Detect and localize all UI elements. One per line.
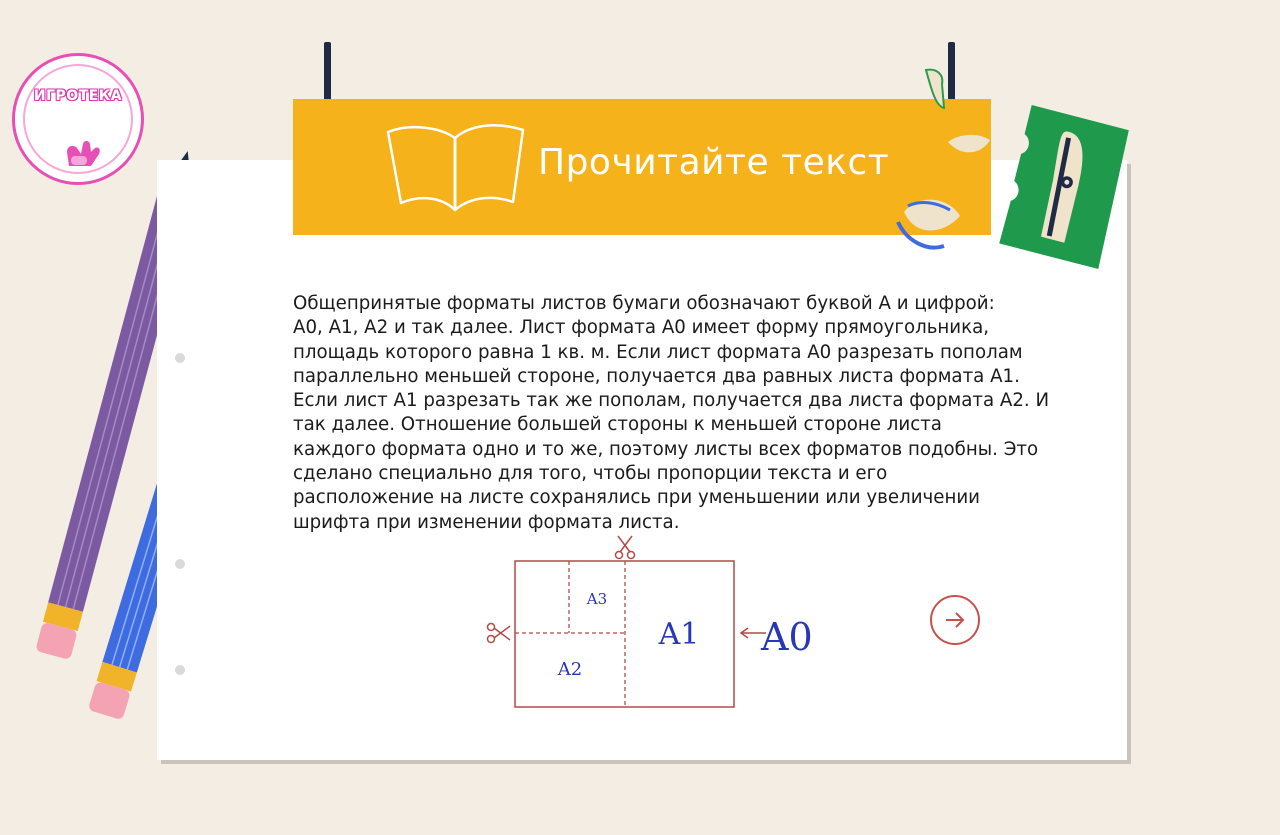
text-line: расположение на листе сохранялись при уменьшении или увеличении xyxy=(293,487,980,509)
next-button[interactable] xyxy=(930,595,980,645)
arrow-right-icon xyxy=(943,608,967,632)
pencil-sharpener-icon xyxy=(1000,102,1130,272)
text-line: Если лист А1 разрезать так же пополам, получается два листа формата А2. И xyxy=(293,390,1050,412)
gamepad-hand-icon xyxy=(61,136,101,170)
label-a1: A1 xyxy=(658,617,700,652)
blue-pencil-icon xyxy=(0,0,1,1)
text-line: площадь которого равна 1 кв. м. Если лист формата А0 разрезать пополам xyxy=(293,341,1023,363)
text-line: А0, А1, А2 и так далее. Лист формата А0 имеет форму прямоугольника, xyxy=(293,317,990,339)
banner-title: Прочитайте текст xyxy=(538,142,890,183)
paper-format-diagram xyxy=(480,532,840,712)
binder-clip-left xyxy=(324,42,331,102)
text-line: параллельно меньшей стороне, получается два равных листа формата А1. xyxy=(293,365,1020,387)
igroteka-logo-icon xyxy=(12,53,144,185)
logo-title: ИГРОТЕКА xyxy=(33,88,123,104)
scissors-icon xyxy=(616,536,635,559)
pencil-shavings-icon xyxy=(898,62,988,272)
binder-hole xyxy=(175,665,185,675)
text-line: так далее. Отношение большей стороны к меньшей стороне листа xyxy=(293,414,942,436)
label-a0: A0 xyxy=(761,615,813,659)
label-a3: A3 xyxy=(586,590,608,608)
binder-hole xyxy=(175,353,185,363)
text-line: каждого формата одно и то же, поэтому листы всех форматов подобны. Это xyxy=(293,438,1039,460)
label-a2: A2 xyxy=(557,659,583,680)
text-line: Общепринятые форматы листов бумаги обозначают буквой А и цифрой: xyxy=(293,293,995,314)
text-line: сделано специально для того, чтобы пропорции текста и его xyxy=(293,463,888,485)
open-book-icon xyxy=(383,118,528,213)
binder-hole xyxy=(175,559,185,569)
text-line: шрифта при изменении формата листа. xyxy=(293,511,680,533)
scissors-icon xyxy=(488,624,511,643)
body-text xyxy=(293,292,1093,535)
